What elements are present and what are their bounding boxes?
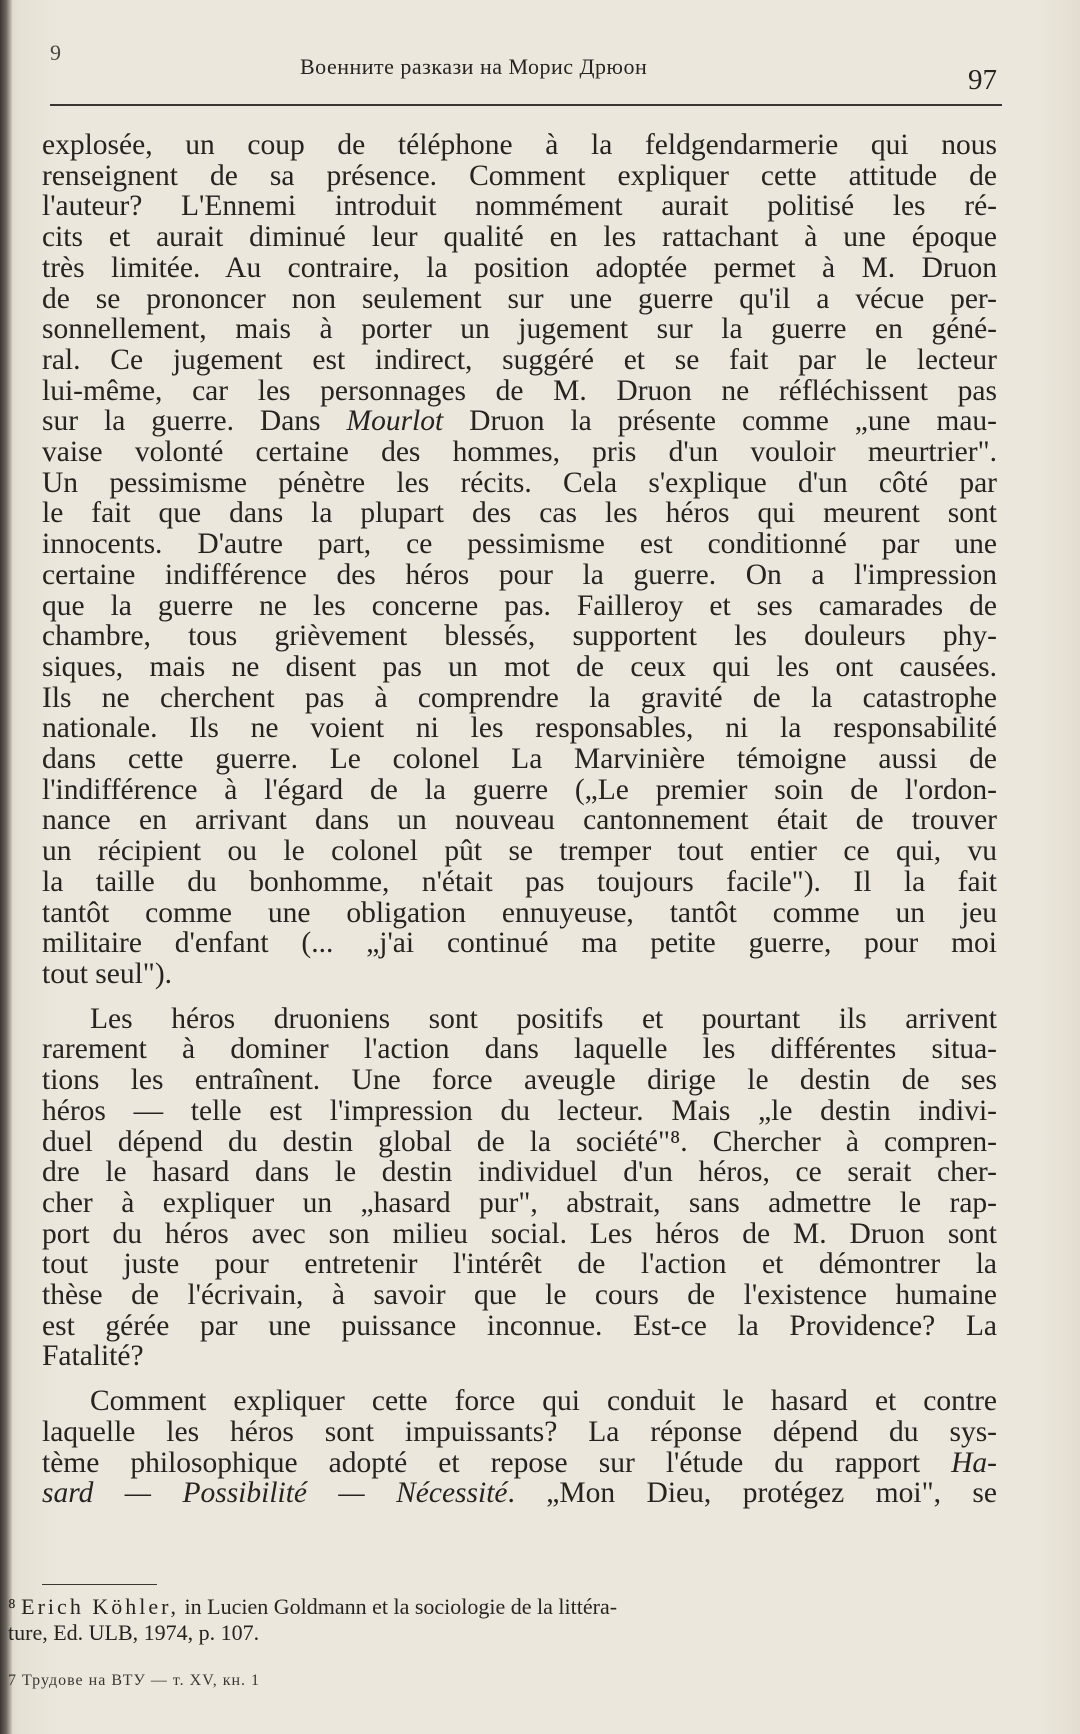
text-line: thèse de l'écrivain, à savoir que le cours de l'existence humaine <box>42 1279 997 1312</box>
text-line: de se prononcer non seulement sur une guerre qu'il a vécue per- <box>42 282 997 315</box>
text-line: l'indifférence à l'égard de la guerre („Le premier soin de l'ordon- <box>42 773 997 806</box>
text-line: tions les entraînent. Une force aveugle dirige le destin de ses <box>42 1064 997 1097</box>
text-line: cher à expliquer un „hasard pur", abstrait, sans admettre le rap- <box>42 1186 997 1219</box>
text-line: renseignent de sa présence. Comment expliquer cette attitude de <box>42 159 997 192</box>
text-line: sonnellement, mais à porter un jugement sur la guerre en géné- <box>42 313 997 346</box>
text-line: port du héros avec son milieu social. Les héros de M. Druon sont <box>42 1217 997 1250</box>
paragraph <box>42 130 997 990</box>
text-line: explosée, un coup de téléphone à la feldgendarmerie qui nous <box>42 129 997 161</box>
footnote <box>8 1594 963 1646</box>
text-line: héros — telle est l'impression du lecteur. Mais „le destin indivi- <box>42 1094 997 1127</box>
footnote-author: Erich Köhler, <box>21 1594 180 1619</box>
paragraph-gap <box>42 990 997 1004</box>
text-line: tout juste pour entretenir l'intérêt de l'action et démontrer la <box>42 1248 997 1281</box>
text-line: chambre, tous grièvement blessés, supportent les douleurs phy- <box>42 620 997 653</box>
text-line: rarement à dominer l'action dans laquelle les différentes situa- <box>42 1033 997 1066</box>
text-line: nationale. Ils ne voient ni les responsables, ni la responsabilité <box>42 712 997 745</box>
footnote-line-1 <box>8 1594 963 1620</box>
footnote-marker: ⁸ <box>8 1594 16 1619</box>
page-header <box>50 38 1005 108</box>
text-line: cits et aurait diminué leur qualité en les rattachant à une époque <box>42 221 997 254</box>
text-line: duel dépend du destin global de la société"⁸. Chercher à compren- <box>42 1125 997 1158</box>
text-line: tantôt comme une obligation ennuyeuse, tantôt comme un jeu <box>42 896 997 929</box>
text-line: ral. Ce jugement est indirect, suggéré et se fait par le lecteur <box>42 343 997 376</box>
signature-mark: 9 <box>50 40 61 65</box>
page-number: 97 <box>968 64 997 96</box>
text-line: lui-même, car les personnages de M. Druon ne réfléchissent pas <box>42 374 997 407</box>
text-line: laquelle les héros sont impuissants? La réponse dépend du sys- <box>42 1415 997 1448</box>
text-line: tème philosophique adopté et repose sur l'étude du rapport Ha- <box>42 1446 997 1479</box>
text-line: très limitée. Au contraire, la position adoptée permet à M. Druon <box>42 251 997 284</box>
text-line: le fait que dans la plupart des cas les héros qui meurent sont <box>42 497 997 530</box>
text-line: sur la guerre. Dans Mourlot Druon la présente comme „une mau- <box>42 405 997 438</box>
text-line: un récipient ou le colonel pût se tremper tout entier ce qui, vu <box>42 835 997 868</box>
text-line: siques, mais ne disent pas un mot de ceux qui les ont causées. <box>42 650 997 683</box>
text-line: vaise volonté certaine des hommes, pris d'un vouloir meurtrier". <box>42 436 997 469</box>
text-line: Un pessimisme pénètre les récits. Cela s'explique d'un côté par <box>42 466 997 499</box>
text-line: sard — Possibilité — Nécessité. „Mon Dieu, protégez moi", se <box>42 1477 997 1510</box>
paragraph-gap <box>42 1372 997 1386</box>
printer-signature: 7 Трудове на ВТУ — т. XV, кн. 1 <box>8 1672 261 1689</box>
text-line: Comment expliquer cette force qui conduit le hasard et contre <box>90 1385 997 1418</box>
running-title: Военните разкази на Морис Дрюон <box>300 54 648 79</box>
footnote-rule <box>42 1584 157 1585</box>
paragraph <box>42 1386 997 1509</box>
text-line: tout seul"). <box>42 957 173 990</box>
text-line: que la guerre ne les concerne pas. Failleroy et ses camarades de <box>42 589 997 622</box>
text-line: dre le hasard dans le destin individuel d'un héros, ce serait cher- <box>42 1156 997 1189</box>
text-line: est gérée par une puissance inconnue. Est-ce la Providence? La <box>42 1309 997 1342</box>
header-rule <box>50 104 1002 106</box>
book-spine-shadow <box>0 0 12 1734</box>
text-line: militaire d'enfant (... „j'ai continué ma petite guerre, pour moi <box>42 927 997 960</box>
paragraph <box>42 1004 997 1372</box>
footnote-line-2: ture, Ed. ULB, 1974, p. 107. <box>8 1620 260 1645</box>
text-line: l'auteur? L'Ennemi introduit nommément aurait politisé les ré- <box>42 190 997 223</box>
text-line: nance en arrivant dans un nouveau cantonnement était de trouver <box>42 804 997 837</box>
text-line: Les héros druoniens sont positifs et pourtant ils arrivent <box>90 1002 997 1035</box>
footnote-line1-rest: in Lucien Goldmann et la sociologie de la littéra- <box>179 1594 618 1619</box>
text-line: dans cette guerre. Le colonel La Marvinière témoigne aussi de <box>42 743 997 776</box>
body-text <box>42 130 997 1509</box>
text-line: innocents. D'autre part, ce pessimisme est conditionné par une <box>42 528 997 561</box>
text-line: certaine indifférence des héros pour la guerre. On a l'impression <box>42 558 997 591</box>
text-line: la taille du bonhomme, n'était pas toujours facile"). Il la fait <box>42 865 997 898</box>
text-line: Fatalité? <box>42 1340 144 1373</box>
text-line: Ils ne cherchent pas à comprendre la gravité de la catastrophe <box>42 681 997 714</box>
